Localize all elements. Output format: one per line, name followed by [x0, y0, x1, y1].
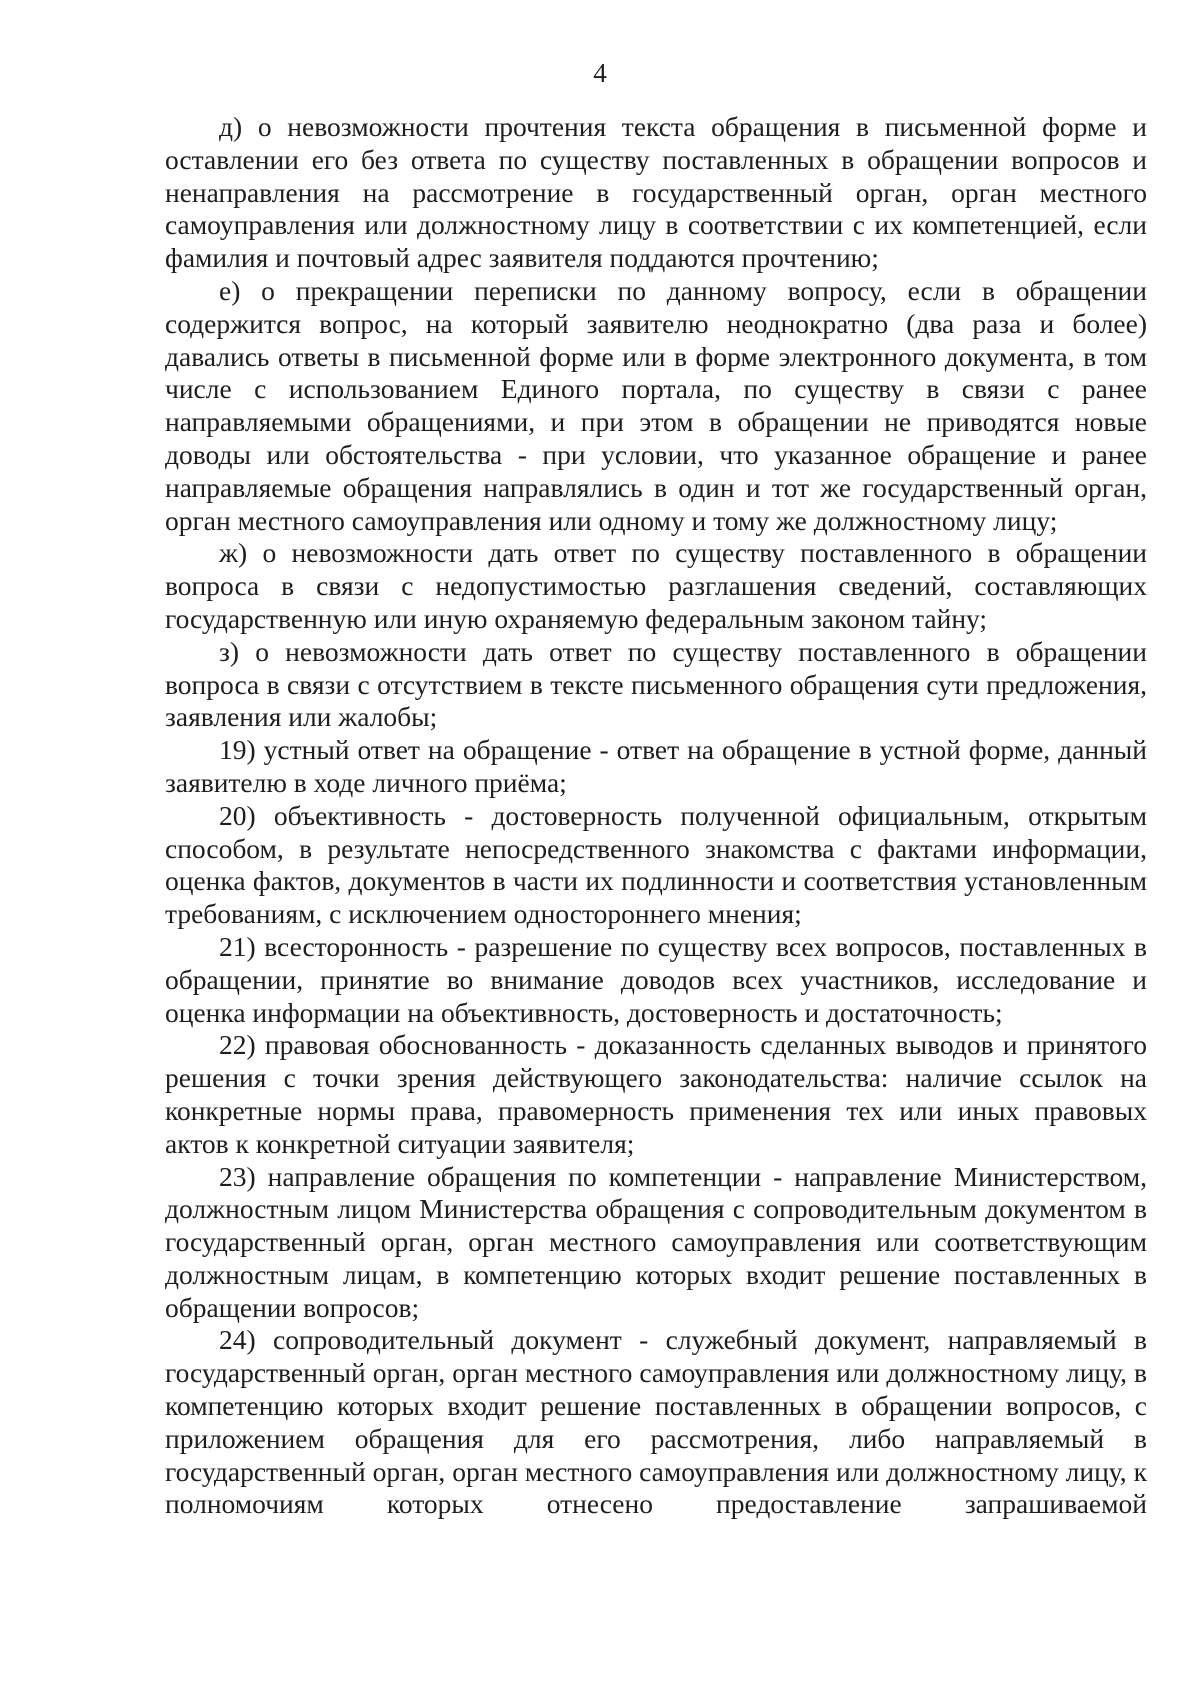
page-number: 4	[593, 58, 607, 88]
paragraph-23: 23) направление обращения по компетенции - направление Министерством, должностным лицом Министерства обращения с сопроводительным документом в государственный орган, орган местного самоуправления или соответствующим должностным лицам, в компетенцию которых входит решение поставленных в обращении вопросов;	[165, 1160, 1147, 1323]
document-body	[165, 111, 1147, 1521]
paragraph-d: д) о невозможности прочтения текста обращения в письменной форме и оставлении его без ответа по существу поставленных в обращении вопросов и ненаправления на рассмотрение в государственный орган, орган местного самоуправления или должностному лицу в соответствии с их компетенцией, если фамилия и почтовый адрес заявителя поддаются прочтению;	[165, 111, 1147, 274]
paragraph-24: 24) сопроводительный документ - служебный документ, направляемый в государственный орган, орган местного самоуправления или должностному лицу, в компетенцию которых входит решение поставленных в обращении вопросов, с приложением обращения для его рассмотрения, либо направляемый в государственный орган, орган местного самоуправления или должностному лицу, к полномочиям которых отнесено предоставление запрашиваемой	[165, 1324, 1147, 1520]
paragraph-e: е) о прекращении переписки по данному вопросу, если в обращении содержится вопрос, на который заявителю неоднократно (два раза и более) давались ответы в письменной форме или в форме электронного документа, в том числе с использованием Единого портала, по существу в связи с ранее направляемыми обращениями, и при этом в обращении не приводятся новые доводы или обстоятельства - при условии, что указанное обращение и ранее направляемые обращения направлялись в один и тот же государственный орган, орган местного самоуправления или одному и тому же должностному лицу;	[165, 274, 1147, 536]
paragraph-22: 22) правовая обоснованность - доказанность сделанных выводов и принятого решения с точки зрения действующего законодательства: наличие ссылок на конкретные нормы права, правомерность применения тех или иных правовых актов к конкретной ситуации заявителя;	[165, 1029, 1147, 1159]
paragraph-zh: ж) о невозможности дать ответ по существу поставленного в обращении вопроса в связи с недопустимостью разглашения сведений, составляющих государственную или иную охраняемую федеральным законом тайну;	[165, 537, 1147, 634]
paragraph-19: 19) устный ответ на обращение - ответ на обращение в устной форме, данный заявителю в ходе личного приёма;	[165, 734, 1147, 798]
paragraph-21: 21) всесторонность - разрешение по существу всех вопросов, поставленных в обращении, принятие во внимание доводов всех участников, исследование и оценка информации на объективность, достоверность и достаточность;	[165, 930, 1147, 1028]
paragraph-z: з) о невозможности дать ответ по существу поставленного в обращении вопроса в связи с отсутствием в тексте письменного обращения сути предложения, заявления или жалобы;	[165, 635, 1147, 733]
paragraph-20: 20) объективность - достоверность полученной официальным, открытым способом, в результате непосредственного знакомства с фактами информации, оценка фактов, документов в части их подлинности и соответствия установленным требованиям, с исключением одностороннего мнения;	[165, 799, 1147, 930]
